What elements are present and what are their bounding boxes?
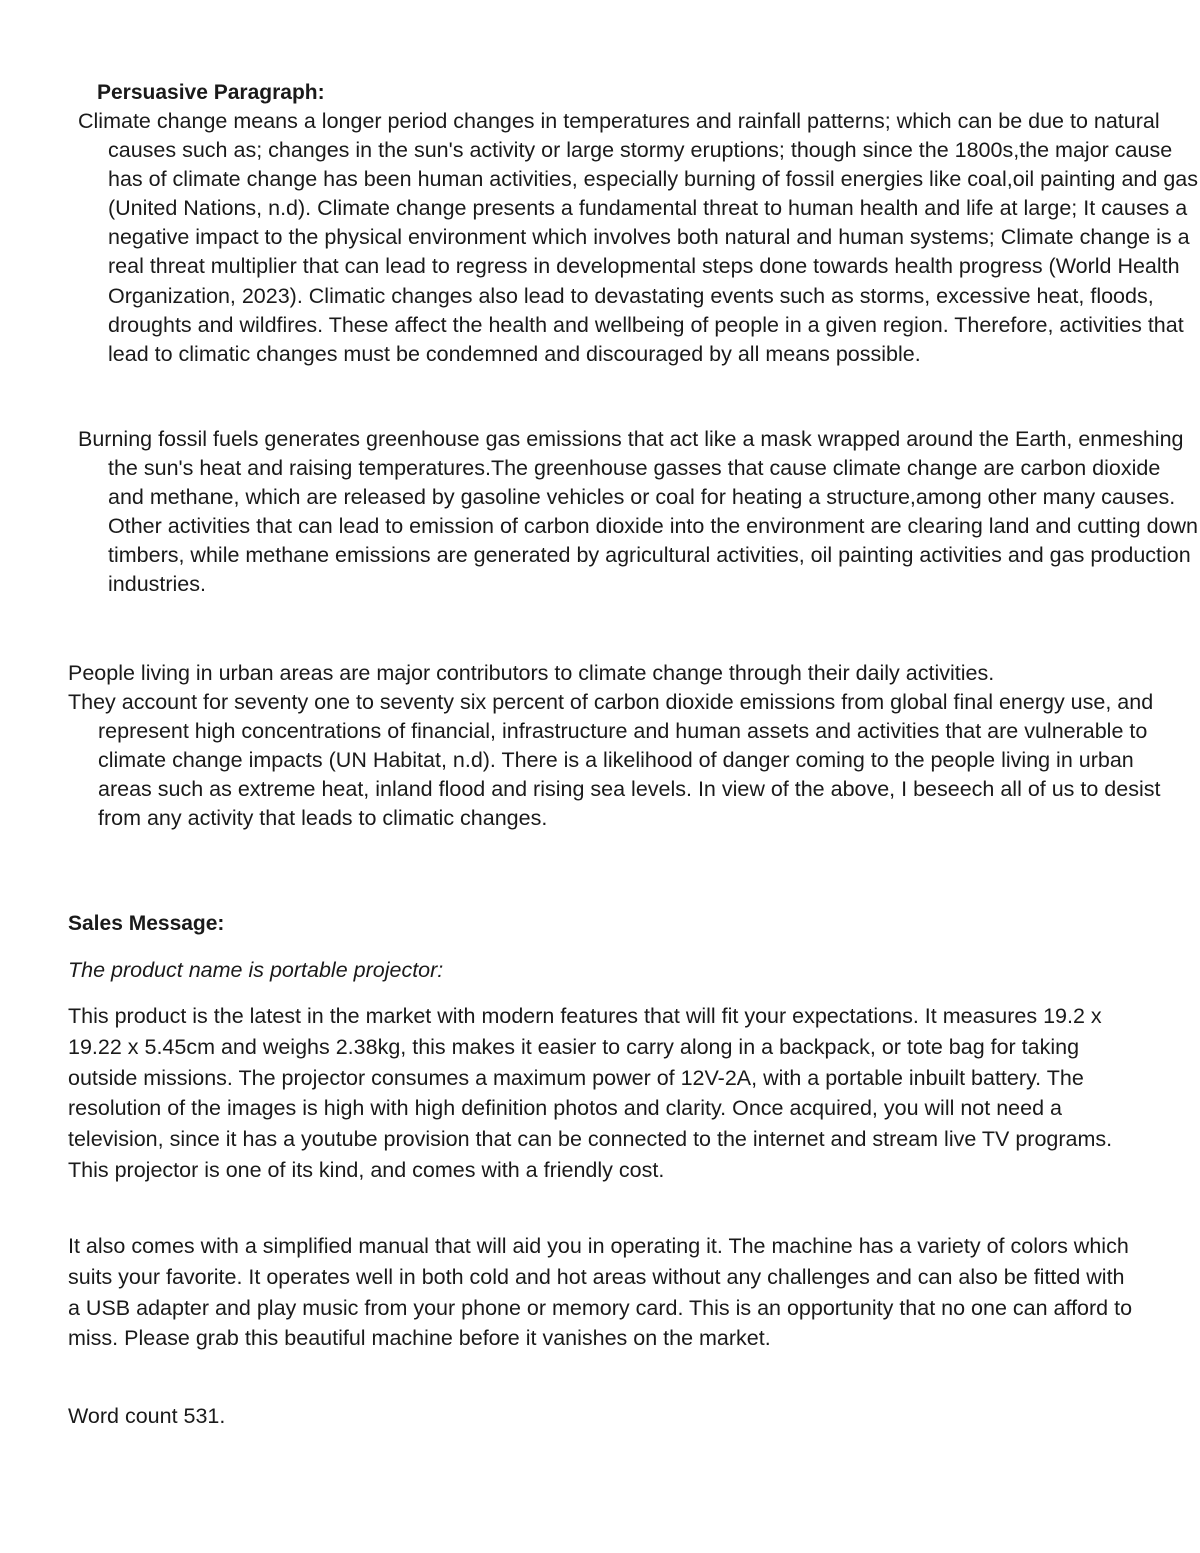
product-name-line: The product name is portable projector: <box>68 958 444 982</box>
persuasive-paragraph-2: Burning fossil fuels generates greenhouse gas emissions that act like a mask wrapped around the Earth, enmeshing the sun's heat and raising temperatures.The greenhouse gasses that cause climate change are carbon dioxide and methane, which are released by gasoline vehicles or coal for heating a structure,among other many causes. Other activities that can lead to emission of carbon dioxide into the environment are clearing land and cutting down timbers, while methane emissions are generated by agricultural activities, oil painting activities and gas production industries. <box>78 427 1198 597</box>
word-count: Word count 531. <box>68 1404 226 1428</box>
persuasive-paragraph-4: They account for seventy one to seventy six percent of carbon dioxide emissions from global final energy use, and represent high concentrations of financial, infrastructure and human assets and activities that are vulnerable to climate change impacts (UN Habitat, n.d). There is a likelihood of danger coming to the people living in urban areas such as extreme heat, inland flood and rising sea levels. In view of the above, I beseech all of us to desist from any activity that leads to climatic changes. <box>68 690 1161 831</box>
sales-paragraph-2: It also comes with a simplified manual that will aid you in operating it. The machine has a variety of colors which suits your favorite. It operates well in both cold and hot areas without any challenges and can also be fitted with a USB adapter and play music from your phone or memory card. This is an opportunity that no one can afford to miss. Please grab this beautiful machine before it vanishes on the market. <box>68 1234 1133 1351</box>
persuasive-paragraph-1: Climate change means a longer period changes in temperatures and rainfall patterns; which can be due to natural causes such as; changes in the sun's activity or large stormy eruptions; though since the 1800s,the major cause has of climate change has been human activities, especially burning of fossil energies like coal,oil painting and gas (United Nations, n.d). Climate change presents a fundamental threat to human health and life at large; It causes a negative impact to the physical environment which involves both natural and human systems; Climate change is a real threat multiplier that can lead to regress in developmental steps done towards health progress (World Health Organization, 2023). Climatic changes also lead to devastating events such as storms, excessive heat, floods, droughts and wildfires. These affect the health and wellbeing of people in a given region. Therefore, activities that lead to climatic changes must be condemned and discouraged by all means possible. <box>78 109 1198 366</box>
persuasive-heading: Persuasive Paragraph: <box>97 81 325 104</box>
persuasive-paragraph-3: People living in urban areas are major contributors to climate change through their daily activities. <box>68 661 995 685</box>
sales-paragraph-1: This product is the latest in the market with modern features that will fit your expectations. It measures 19.2 x 19.22 x 5.45cm and weighs 2.38kg, this makes it easier to carry along in a backpack, or tote bag for taking outside missions. The projector consumes a maximum power of 12V-2A, with a portable inbuilt battery. The resolution of the images is high with high definition photos and clarity. Once acquired, you will not need a television, since it has a youtube provision that can be connected to the internet and stream live TV programs. This projector is one of its kind, and comes with a friendly cost. <box>68 1004 1113 1182</box>
sales-heading: Sales Message: <box>68 912 225 935</box>
